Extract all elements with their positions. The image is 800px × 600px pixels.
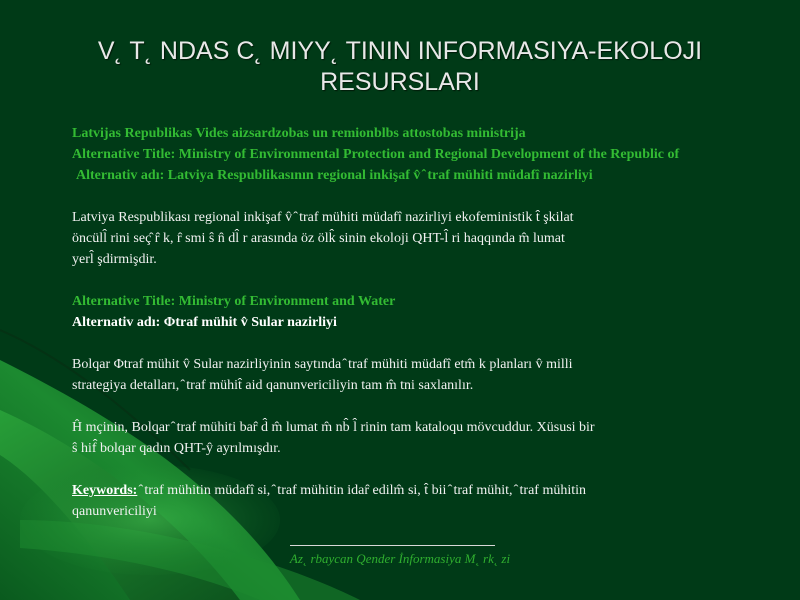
desc1-line-1: Latviya Respublikası regional inkişaf v̂ ̂ traf mühiti müdafî nazirliyi ekofeministik t̂ şkilat	[72, 210, 574, 225]
desc2-line-1: Bolqar Φtraf mühit v̂ Sular nazirliyinin saytında ̂ traf mühiti müdafî etm̂ k planları v̂ milli	[72, 357, 573, 372]
alt-adi-2: Alternativ adı: Φtraf mühit v̂ Sular nazirliyi	[72, 315, 337, 330]
keywords-label: Keywords:	[72, 483, 138, 498]
main-content	[72, 123, 792, 522]
desc1-line-2: öncüll̂ rini seç̂ r̂ k, r̂ smi ŝ n̂ dl̂ r arasında öz ölk̂ sinin ekoloji QHT-l̂ ri haqqında m̂ lumat	[72, 231, 565, 246]
alt-title-2: Alternative Title: Ministry of Environment and Water	[72, 294, 396, 309]
keywords-line-1	[72, 480, 792, 501]
desc1-line-3: yerl̂ şdirmişdir.	[72, 252, 157, 267]
page-title	[40, 36, 760, 98]
alt-adi-1: Alternativ adı: Latviya Respublikasının regional inkişaf v̂ ̂ traf mühiti müdafî nazirliyi	[76, 168, 593, 183]
desc3-line-2: ŝ hif̂ bolqar qadın QHT-ŷ ayrılmışdır.	[72, 441, 281, 456]
footer-text: Az˛ rbaycan Qender İnformasiya M˛ rk˛ zi	[289, 551, 511, 566]
keywords-line-2: qanunvericiliyi	[72, 504, 157, 519]
keywords-text: ̂ traf mühitin müdafî si, ̂ traf mühitin idar̂ edilm̂ si, t̂ bii ̂ traf mühit, ̂ traf mühitin	[137, 483, 587, 498]
org-name: Latvijas Republikas Vides aizsardzobas un remionblbs attostobas ministrija	[72, 126, 526, 141]
title-line-2: RESURSLARI	[320, 68, 480, 96]
alt-title-1: Alternative Title: Ministry of Environmental Protection and Regional Development of the Republic of	[72, 147, 680, 162]
desc3-line-1: Ĥ mçinin, Bolqar ̂ traf mühiti bar̂ d̂ m̂ lumat m̂ nb̂ l̂ rinin tam kataloqu mövcuddur. Xüsusi bir	[72, 420, 595, 435]
desc2-line-2: strategiya detalları, ̂ traf mühit̂ aid qanunvericiliyin tam m̂ tni saxlanılır.	[72, 378, 474, 393]
footer-divider	[290, 545, 495, 546]
title-line-1: V˛ T˛ NDAS C˛ MIYY˛ TININ INFORMASIYA-EKOLOJI	[97, 37, 703, 65]
